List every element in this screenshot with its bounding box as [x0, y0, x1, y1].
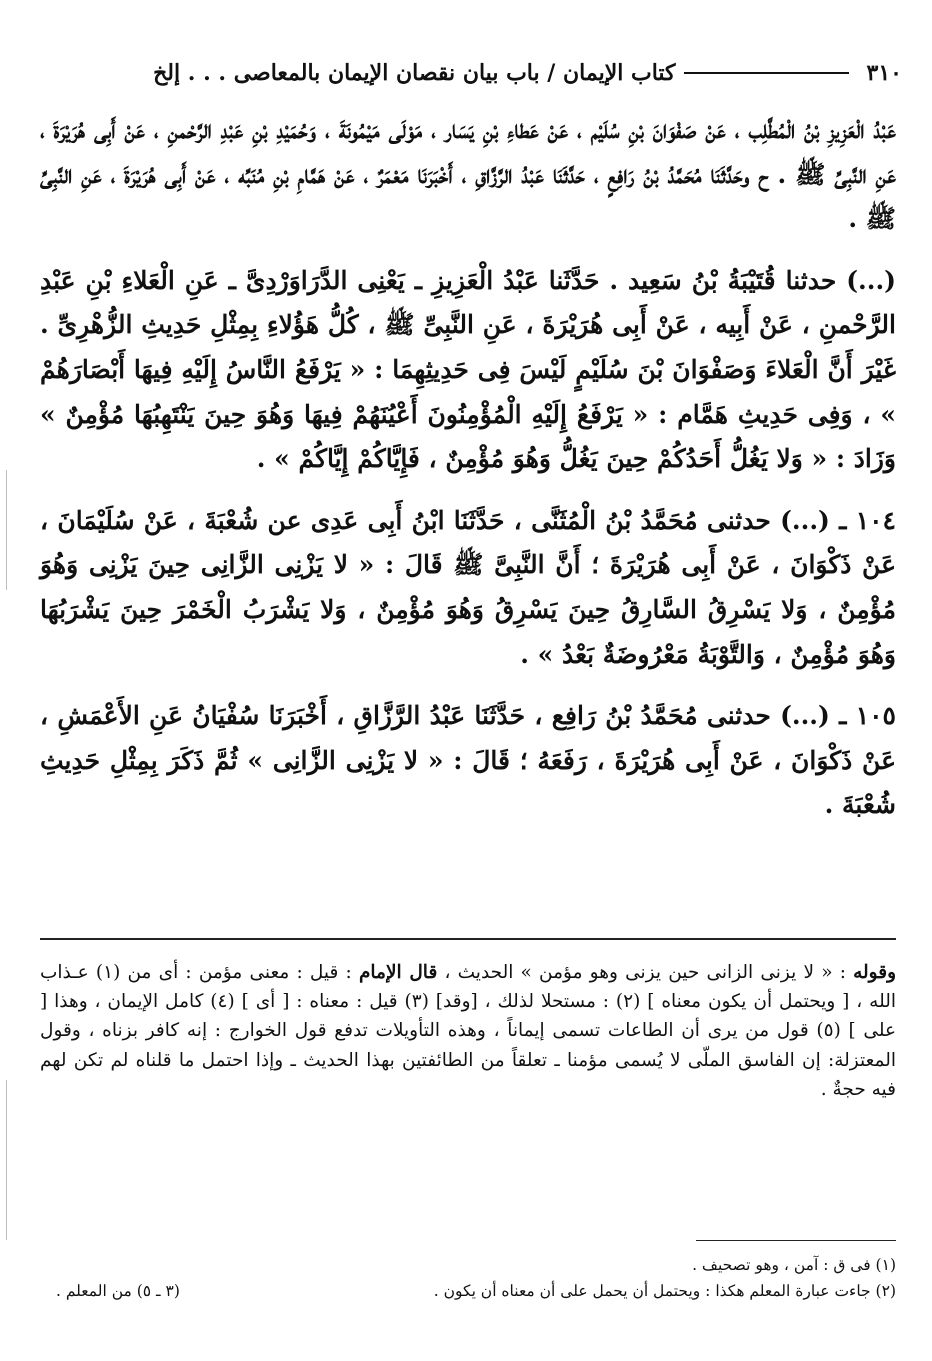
footnote-2 [56, 1278, 896, 1304]
commentary-body: : قيل : معنى مؤمن : أى من (١) عـذاب الله ، [ ويحتمل أن يكون معناه ] (٢) : مستحلا لذلك ، [وقد] (٣) قيل : معناه : [ أى ] (٤) كامل الإيمان ، وهذا [ على ] (٥) قول من يرى أن الطاعات تسمى إيماناً ، وهذه التأويلات تدفع قول الخوارج : إنه كافر بزناه ، وقول المعتزلة: إن الفاسق الملّى لا يُسمى مؤمنا ـ تعلقاً من الطائفتين بهذا الحديث ـ وإذا احتمل ما قلناه لم تكن لهم فيه حجةٌ . [40, 962, 897, 1100]
commentary-quote: : « لا يزنى الزانى حين يزنى وهو مؤمن » الحديث ، [437, 962, 854, 983]
hadith-text [40, 108, 896, 845]
commentary-paragraph [40, 958, 896, 1104]
hadith-paragraph: ١٠٤ ـ (...) حدثنى مُحَمَّدُ بْنُ الْمُثَنَّى ، حَدَّثَنَا ابْنُ أَبِى عَدِى عن شُعْبَةَ ، عَنْ سُلَيْمَانَ ، عَنْ ذَكْوَانَ ، عَنْ أَبِى هُرَيْرَةَ ؛ أَنَّ النَّبِىَّ ﷺ قَالَ : « لا يَزْنِى الزَّانِى حِينَ يَزْنِى وَهُوَ مُؤْمِنٌ ، وَلا يَسْرِقُ السَّارِقُ حِينَ يَسْرِقُ وَهُوَ مُؤْمِنٌ ، وَلا يَشْرَبُ الْخَمْرَ حِينَ يَشْرَبُهَا وَهُوَ مُؤْمِنٌ ، وَالتَّوْبَةُ مَعْرُوضَةٌ بَعْدُ » . [40, 505, 896, 669]
hadith-paragraph: ١٠٥ ـ (...) حدثنى مُحَمَّدُ بْنُ رَافِع ، حَدَّثَنَا عَبْدُ الرَّزَّاقِ ، أَخْبَرَنَا سُفْيَانُ عَنِ الأَعْمَشِ ، عَنْ ذَكْوَانَ ، عَنْ أَبِى هُرَيْرَةَ ، رَفَعَهُ ؛ قَالَ : « لا يَزْنِى الزَّانِى » ثُمَّ ذَكَرَ بِمِثْلِ حَدِيثِ شُعْبَةَ . [40, 701, 896, 820]
commentary-lead: وقوله [853, 962, 896, 983]
scan-margin-line [6, 1080, 7, 1240]
page-number: ٣١٠ [866, 60, 902, 86]
hadith-paragraph: عَبْدُ الْعَزِيزِ بْنُ الْمُطَّلِب ، عَنْ صَفْوَانَ بْنِ سُلَيْم ، عَنْ عَطاءِ بْنِ يَسَار ، مَوْلَى مَيْمُونَةَ ، وَحُمَيْدِ بْنِ عَبْدِ الرَّحْمنِ ، عَنْ أَبِى هُرَيْرَةَ ، عَنِ النَّبِىِّ ﷺ . ح وحَدَّثَنَا مُحَمَّدُ بْنُ رَافِعٍ ، حَدَّثَنَا عَبْدُ الرَّزَّاقِ ، أَخْبَرَنَا مَعْمَرٌ ، عَنْ هَمَّامِ بْنِ مُنَبِّه ، عَنْ أَبِى هُرَيْرَةَ ، عَنِ النَّبِىِّ ﷺ . [40, 115, 896, 234]
scan-margin-line [6, 470, 7, 590]
commentary-divider [40, 938, 896, 940]
footnotes [56, 1252, 896, 1304]
hadith-paragraph: (...) حدثنا قُتَيْبَةُ بْنُ سَعِيد . حَدَّثَنا عَبْدُ الْعَزِيزِ ـ يَعْنِى الدَّرَاوَرْدِىَّ ـ عَنِ الْعَلاءِ بْنِ عَبْدِ الرَّحْمنِ ، عَنْ أَبِيه ، عَنْ أَبِى هُرَيْرَةَ ، عَنِ النَّبِىِّ ﷺ ، كُلُّ هَؤُلاءِ بِمِثْلِ حَدِيثِ الزُّهْرِىِّ . غَيْرَ أَنَّ الْعَلاءَ وَصَفْوَانَ بْنَ سُلَيْمٍ لَيْسَ فِى حَدِيثِهِمَا : « يَرْفَعُ النَّاسُ إِلَيْهِ فِيهَا أَبْصَارَهُمْ » ، وَفِى حَدِيثِ هَمَّام : « يَرْفَعُ إِلَيْهِ الْمُؤْمِنُونَ أَعْيُنَهُمْ فِيهَا وَهُوَ حِينَ يَنْتَهِبُهَا مُؤْمِنٌ » وَزَادَ : « وَلا يَغُلُّ أَحَدُكُمْ حِينَ يَغُلُّ وَهُوَ مُؤْمِنٌ ، فَإِيَّاكُمْ إِيَّاكُمْ » . [40, 265, 896, 474]
footnote-rule [696, 1240, 896, 1241]
header-rule [684, 72, 849, 74]
footnote-1: (١) فى ق : آمن ، وهو تصحيف . [692, 1256, 896, 1274]
commentary-imam-label: قال الإمام [358, 962, 438, 983]
page-header [36, 52, 902, 94]
commentary-section [40, 958, 896, 1104]
running-title: كتاب الإيمان / باب بيان نقصان الإيمان بالمعاصى . . . إلخ [153, 60, 676, 86]
footnote-2-text: (٢) جاءت عبارة المعلم هكذا : ويحتمل أن يحمل على أن معناه أن يكون . [433, 1282, 896, 1300]
footnote-3: (٣ ـ ٥) من المعلم . [56, 1282, 180, 1300]
